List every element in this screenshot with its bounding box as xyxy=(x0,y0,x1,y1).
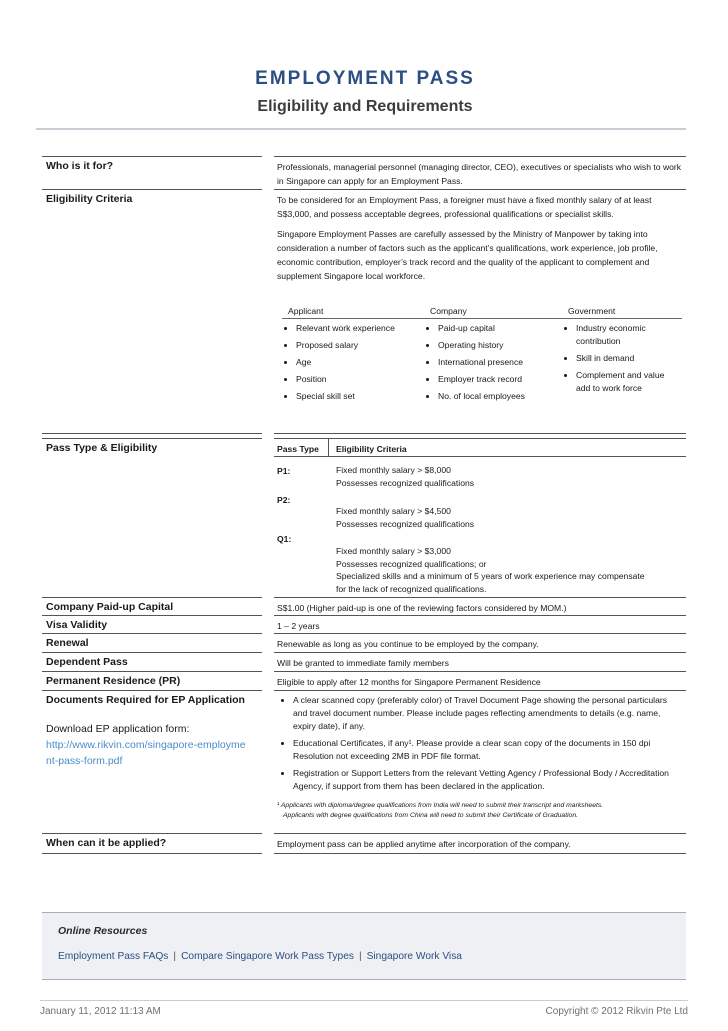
row-paid-up-capital xyxy=(42,598,686,616)
row-who xyxy=(42,156,686,190)
row-renewal xyxy=(42,634,686,653)
download-form-link[interactable]: http://www.rikvin.com/singapore-employment-pass-form.pdf xyxy=(46,739,246,767)
list-item: • Operating history xyxy=(438,339,562,352)
factors-header xyxy=(282,302,682,319)
footer-date: January 11, 2012 11:13 AM xyxy=(40,1006,161,1017)
list-item: • International presence xyxy=(438,356,562,369)
criteria-p2 xyxy=(336,505,676,530)
pass-type-p1: P1: xyxy=(277,466,291,476)
criteria-p1 xyxy=(336,464,676,489)
pass-type-header xyxy=(274,439,686,457)
row-permanent-residence xyxy=(42,672,686,691)
link-separator: | xyxy=(358,951,362,962)
list-item: • Educational Certificates, if any¹. Please provide a clear scan copy of the documents in 150 dpi Resolution not exceeding 2MB in PDF file format. xyxy=(293,737,683,763)
row-dependent-pass xyxy=(42,653,686,672)
row-label: Pass Type & Eligibility xyxy=(42,438,262,598)
row-content xyxy=(274,190,686,434)
col-pass-type: Pass Type xyxy=(277,444,319,454)
row-label: Company Paid-up Capital xyxy=(42,598,262,616)
eligibility-paragraph-1: To be considered for an Employment Pass, a foreigner must have a fixed monthly salary of at least S$3,000, and possess acceptable degrees, professional qualifications or specialist skills. xyxy=(277,195,652,219)
list-item: • Age xyxy=(296,356,422,369)
row-content: Professionals, managerial personnel (managing director, CEO), executives or specialists who wish to work in Singapore can apply for an Employment Pass. xyxy=(274,156,686,190)
row-pass-type xyxy=(42,438,686,598)
footnote-line: ¹ Applicants with diploma/degree qualifications from India will need to submit their transcript and marksheets. xyxy=(277,802,604,809)
column-divider xyxy=(328,439,329,456)
list-item: • Relevant work experience xyxy=(296,322,422,335)
row-content: 1 – 2 years xyxy=(274,616,686,634)
list-item: • Proposed salary xyxy=(296,339,422,352)
download-block xyxy=(46,721,246,769)
footer-copyright: Copyright © 2012 Rikvin Pte Ltd xyxy=(545,1006,688,1017)
row-label: When can it be applied? xyxy=(42,834,262,854)
link-separator: | xyxy=(173,951,177,962)
criteria-line: Possesses recognized qualifications xyxy=(336,518,475,529)
criteria-line: Fixed monthly salary > $4,500 xyxy=(336,506,451,516)
row-content xyxy=(274,691,686,834)
row-content: Eligible to apply after 12 months for Singapore Permanent Residence xyxy=(274,672,686,691)
link-compare-pass-types[interactable]: Compare Singapore Work Pass Types xyxy=(181,951,354,962)
row-label: Eligibility Criteria xyxy=(42,190,262,434)
link-ep-faqs[interactable]: Employment Pass FAQs xyxy=(58,951,169,962)
col-eligibility-criteria: Eligibility Criteria xyxy=(336,444,407,454)
row-label: Renewal xyxy=(42,634,262,653)
criteria-q1 xyxy=(336,545,656,595)
row-content xyxy=(274,438,686,598)
row-eligibility xyxy=(42,190,686,434)
footnote xyxy=(277,801,683,821)
row-content: Will be granted to immediate family members xyxy=(274,653,686,672)
pass-type-q1: Q1: xyxy=(277,534,292,544)
online-resources-links xyxy=(58,951,462,962)
row-content: Renewable as long as you continue to be employed by the company. xyxy=(274,634,686,653)
row-label: Permanent Residence (PR) xyxy=(42,672,262,691)
government-column xyxy=(562,322,680,399)
list-item: • Position xyxy=(296,373,422,386)
row-label: Visa Validity xyxy=(42,616,262,634)
link-singapore-work-visa[interactable]: Singapore Work Visa xyxy=(366,951,462,962)
documents-list xyxy=(277,694,683,793)
row-content: S$1.00 (Higher paid-up is one of the reviewing factors considered by MOM.) xyxy=(274,598,686,616)
header-applicant: Applicant xyxy=(288,306,324,316)
list-item: • Skill in demand xyxy=(576,352,680,365)
row-label: Dependent Pass xyxy=(42,653,262,672)
list-item: • Registration or Support Letters from the relevant Vetting Agency / Professional Body / Accreditation Agency, if support from them has been declared in the application. xyxy=(293,767,683,793)
online-resources-title: Online Resources xyxy=(58,925,148,937)
page-title: EMPLOYMENT PASS xyxy=(255,68,475,89)
page-footer xyxy=(40,1000,688,1031)
footnote-line: Applicants with degree qualifications from China will need to submit their Certificate of Graduation. xyxy=(283,812,579,819)
company-column xyxy=(424,322,562,407)
download-label: Download EP application form: xyxy=(46,723,190,735)
documents-label: Documents Required for EP Application xyxy=(46,694,245,706)
criteria-line: Possesses recognized qualifications xyxy=(336,477,475,488)
criteria-line: Possesses recognized qualifications; or xyxy=(336,558,487,569)
pass-type-p2: P2: xyxy=(277,495,291,505)
eligibility-paragraph-2: Singapore Employment Passes are carefully assessed by the Ministry of Manpower by taking into consideration a number of factors such as the applicant’s qualifications, work experience, job profile, economic contribution, employer’s track record and the quality of the applicant to complement and supplement Singapore local workforce. xyxy=(277,229,658,281)
list-item: • Special skill set xyxy=(296,390,422,403)
row-visa-validity xyxy=(42,616,686,634)
applicant-column xyxy=(282,322,422,407)
header-government: Government xyxy=(568,306,616,316)
row-documents xyxy=(42,691,686,834)
list-item: • Paid-up capital xyxy=(438,322,562,335)
criteria-line: Fixed monthly salary > $3,000 xyxy=(336,546,451,556)
row-label xyxy=(42,691,262,834)
title-divider xyxy=(36,128,686,130)
list-item: • Employer track record xyxy=(438,373,562,386)
header-company: Company xyxy=(430,306,467,316)
criteria-line: Specialized skills and a minimum of 5 years of work experience may compensate for the lack of recognized qualifications. xyxy=(336,571,645,594)
list-item: • No. of local employees xyxy=(438,390,562,403)
list-item: • A clear scanned copy (preferably color) of Travel Document Page showing the personal particulars and travel document number. Please include pages reflecting amendments to details (e.g. name, expiry date), if any. xyxy=(293,694,683,733)
row-content: Employment pass can be applied anytime after incorporation of the company. xyxy=(274,834,686,854)
row-label: Who is it for? xyxy=(42,156,262,190)
list-item: • Complement and value add to work force xyxy=(576,369,680,395)
page-subtitle: Eligibility and Requirements xyxy=(257,98,473,115)
row-when-applied xyxy=(42,834,686,854)
criteria-line: Fixed monthly salary > $8,000 xyxy=(336,465,451,475)
list-item: • Industry economic contribution xyxy=(576,322,680,348)
online-resources-box xyxy=(42,912,686,980)
